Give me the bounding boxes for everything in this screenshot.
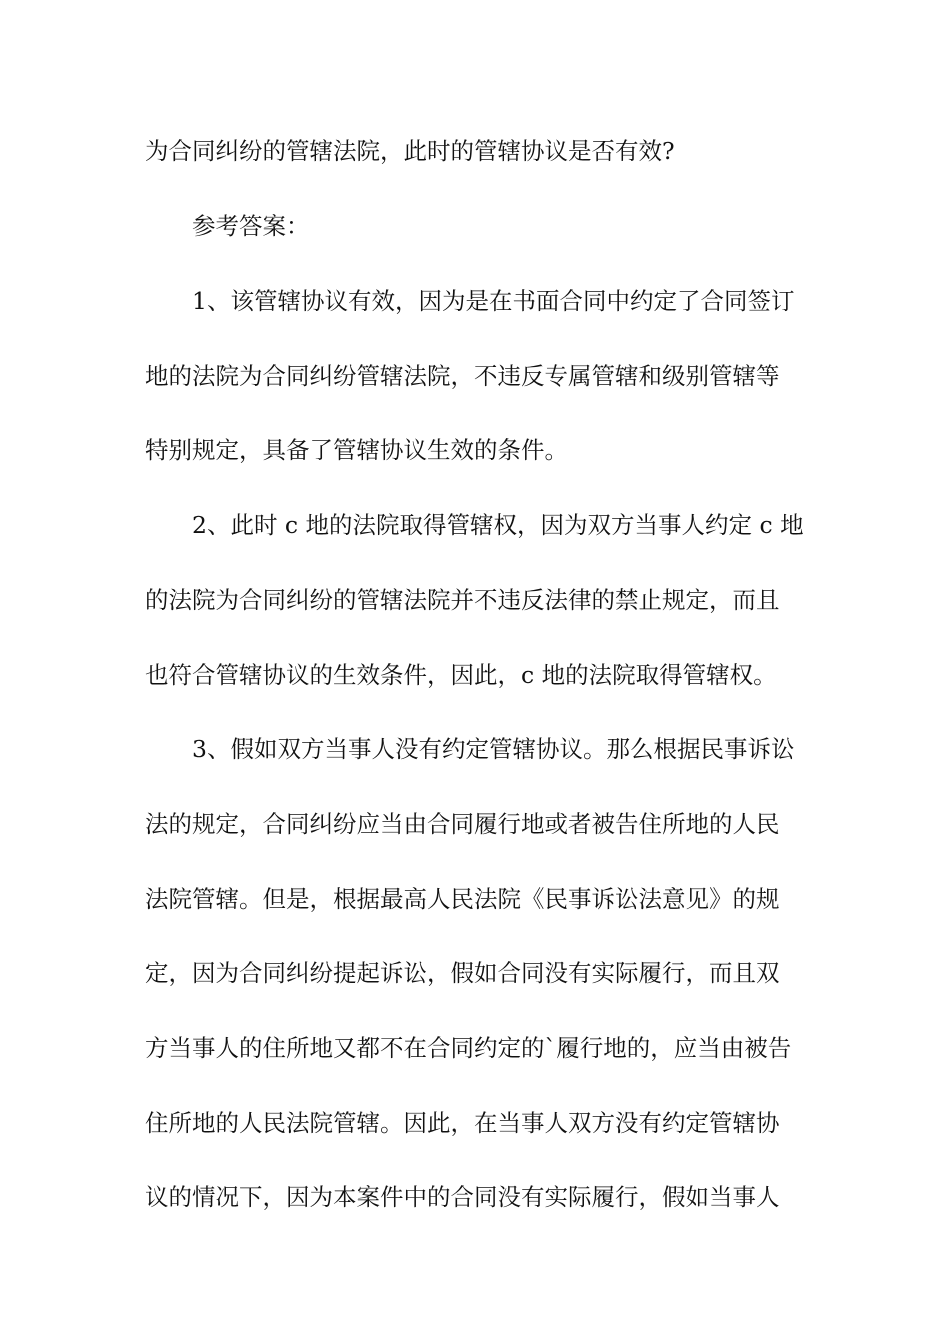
text-line: 地的法院为合同纠纷管辖法院，不违反专属管辖和级别管辖等 [145,362,780,390]
text-line: 方当事人的住所地又都不在合同约定的`履行地的，应当由被告 [145,1034,792,1062]
text-line: 3、假如双方当事人没有约定管辖协议。那么根据民事诉讼 [192,735,795,763]
text-line: 2、此时 c 地的法院取得管辖权，因为双方当事人约定 c 地 [192,511,804,539]
text-line: 也符合管辖协议的生效条件，因此，c 地的法院取得管辖权。 [145,661,777,689]
text-line: 议的情况下，因为本案件中的合同没有实际履行，假如当事人 [145,1183,780,1211]
text-line: 特别规定，具备了管辖协议生效的条件。 [145,436,568,464]
text-line: 住所地的人民法院管辖。因此，在当事人双方没有约定管辖协 [145,1109,780,1137]
text-line: 法的规定，合同纠纷应当由合同履行地或者被告住所地的人民 [145,810,780,838]
answer-heading: 参考答案： [192,212,310,240]
text-line: 为合同纠纷的管辖法院，此时的管辖协议是否有效? [145,137,675,165]
text-line: 定，因为合同纠纷提起诉讼，假如合同没有实际履行，而且双 [145,959,780,987]
text-line: 1、该管辖协议有效，因为是在书面合同中约定了合同签订 [192,287,795,315]
text-line: 法院管辖。但是，根据最高人民法院《民事诉讼法意见》的规 [145,885,780,913]
text-line: 的法院为合同纠纷的管辖法院并不违反法律的禁止规定，而且 [145,586,780,614]
